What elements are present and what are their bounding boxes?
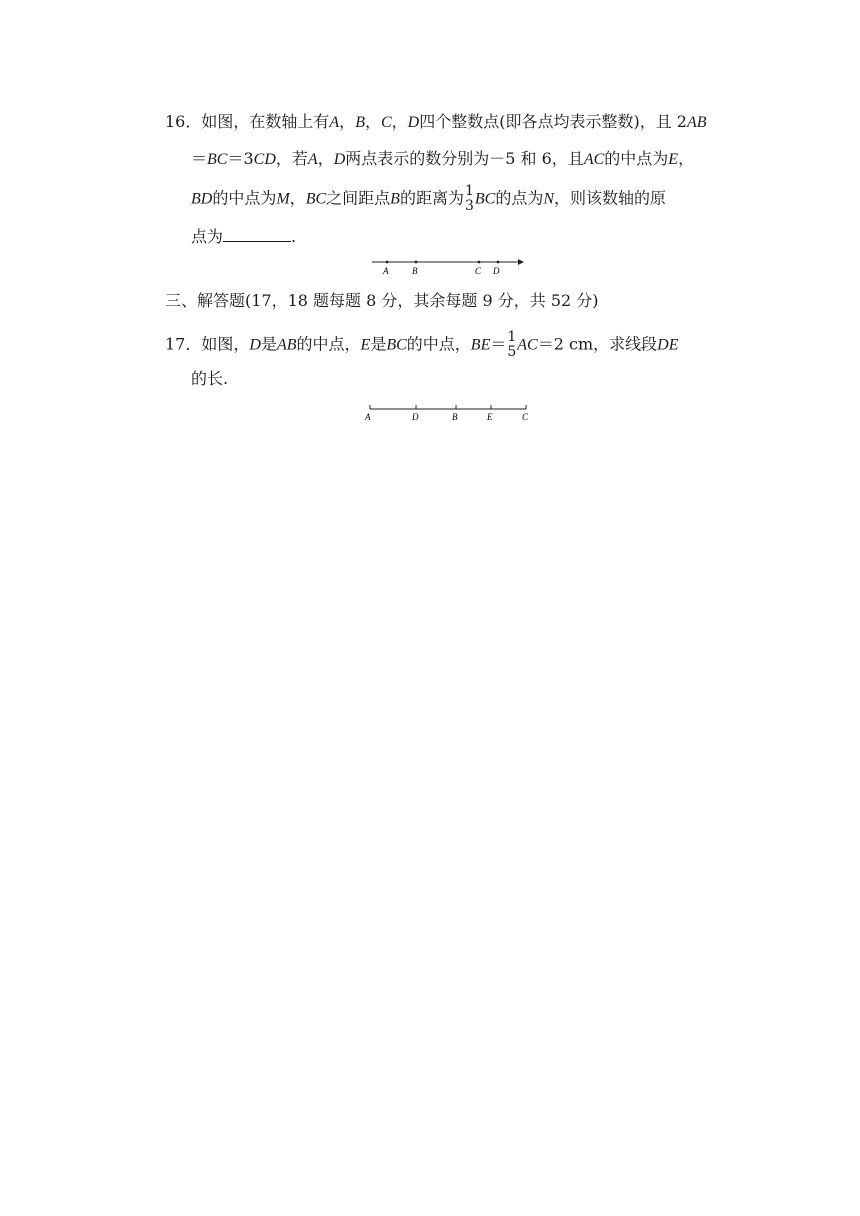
q16-line-1: 16．如图，在数轴上有A，B，C，D四个整数点(即各点均表示整数)，且 2AB — [165, 112, 707, 131]
point-b — [415, 261, 418, 264]
label-c: C — [475, 266, 482, 276]
q16-line-2: ＝BC＝3CD，若A，D两点表示的数分别为－5 和 6，且AC的中点为E， — [191, 149, 695, 168]
q16-number: 16． — [165, 112, 202, 131]
point-d — [497, 261, 500, 264]
q16-line-3: BD的中点为M，BC之间距点B的距离为 1 3 BC的点为N，则该数轴的原 — [191, 183, 667, 214]
q17-line-2: 的长. — [191, 369, 229, 388]
q17-segment-figure — [360, 402, 540, 424]
fraction-one-third: 1 3 — [464, 183, 474, 214]
label-a: A — [383, 266, 389, 276]
fraction-one-fifth: 1 5 — [507, 329, 517, 360]
answer-blank[interactable] — [223, 225, 291, 242]
point-c — [478, 261, 481, 264]
q16-number-line-figure — [368, 256, 528, 278]
q17-line-1: 17．如图，D是AB的中点，E是BC的中点，BE＝ 1 5 AC＝2 cm，求线段DE — [165, 329, 679, 360]
q16-line-4: 点为 . — [191, 227, 297, 246]
label-e: E — [487, 412, 493, 422]
q17-number: 17． — [165, 334, 202, 354]
label-d: D — [412, 412, 419, 422]
section-3-heading: 三、解答题(17，18 题每题 8 分，其余每题 9 分，共 52 分) — [165, 291, 599, 310]
label-d: D — [493, 266, 500, 276]
point-a — [386, 261, 389, 264]
label-a: A — [365, 412, 371, 422]
label-c: C — [522, 412, 529, 422]
label-b: B — [452, 412, 458, 422]
label-b: B — [412, 266, 418, 276]
